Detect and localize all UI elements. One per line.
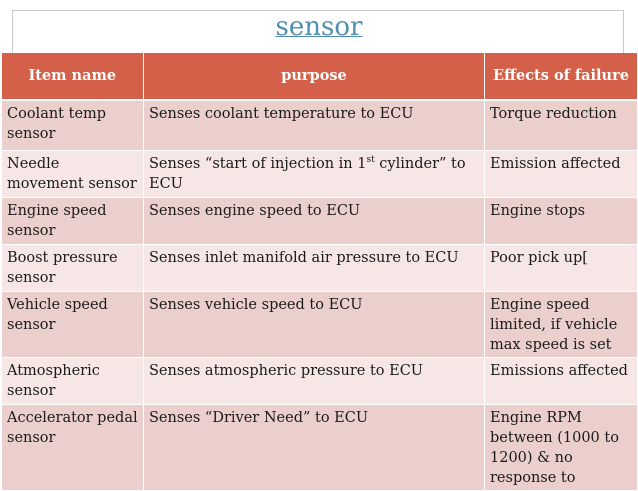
cell-effect: Poor pick up[ — [485, 244, 638, 291]
cell-item-name: Needle movement sensor — [2, 150, 144, 197]
table-row — [2, 100, 638, 150]
header-item-name: Item name — [2, 53, 144, 100]
cell-item-name: Accelerator pedal sensor — [2, 404, 144, 490]
ordinal-superscript: st — [366, 154, 375, 165]
cell-purpose: Senses vehicle speed to ECU — [144, 291, 485, 357]
cell-effect: Engine speed limited, if vehicle max speed is set — [485, 291, 638, 357]
cell-item-name: Vehicle speed sensor — [2, 291, 144, 357]
sensor-table — [1, 53, 638, 491]
cell-item-name: Atmospheric sensor — [2, 357, 144, 404]
cell-purpose — [144, 150, 485, 197]
cell-item-name: Boost pressure sensor — [2, 244, 144, 291]
slide-title: sensor — [275, 12, 363, 42]
cell-effect: Emission affected — [485, 150, 638, 197]
cell-purpose: Senses “Driver Need” to ECU — [144, 404, 485, 490]
table-header-row — [2, 53, 638, 100]
header-effects-of-failure: Effects of failure — [485, 53, 638, 100]
cell-purpose: Senses engine speed to ECU — [144, 197, 485, 244]
header-purpose: purpose — [144, 53, 485, 100]
cell-item-name: Engine speed sensor — [2, 197, 144, 244]
cell-purpose: Senses coolant temperature to ECU — [144, 100, 485, 150]
table-row — [2, 150, 638, 197]
cell-item-name: Coolant temp sensor — [2, 100, 144, 150]
cell-effect: Engine stops — [485, 197, 638, 244]
cell-effect: Torque reduction — [485, 100, 638, 150]
table-row — [2, 244, 638, 291]
purpose-text-end: cylinder” to ECU — [149, 155, 466, 192]
table-row — [2, 357, 638, 404]
cell-purpose: Senses inlet manifold air pressure to ECU — [144, 244, 485, 291]
cell-purpose: Senses atmospheric pressure to ECU — [144, 357, 485, 404]
cell-effect: Emissions affected — [485, 357, 638, 404]
table-row — [2, 404, 638, 490]
purpose-text-start: Senses “start of injection in 1 — [149, 155, 367, 172]
table-row — [2, 291, 638, 357]
cell-effect: Engine RPM between (1000 to 1200) & no response to — [485, 404, 638, 490]
table-row — [2, 197, 638, 244]
